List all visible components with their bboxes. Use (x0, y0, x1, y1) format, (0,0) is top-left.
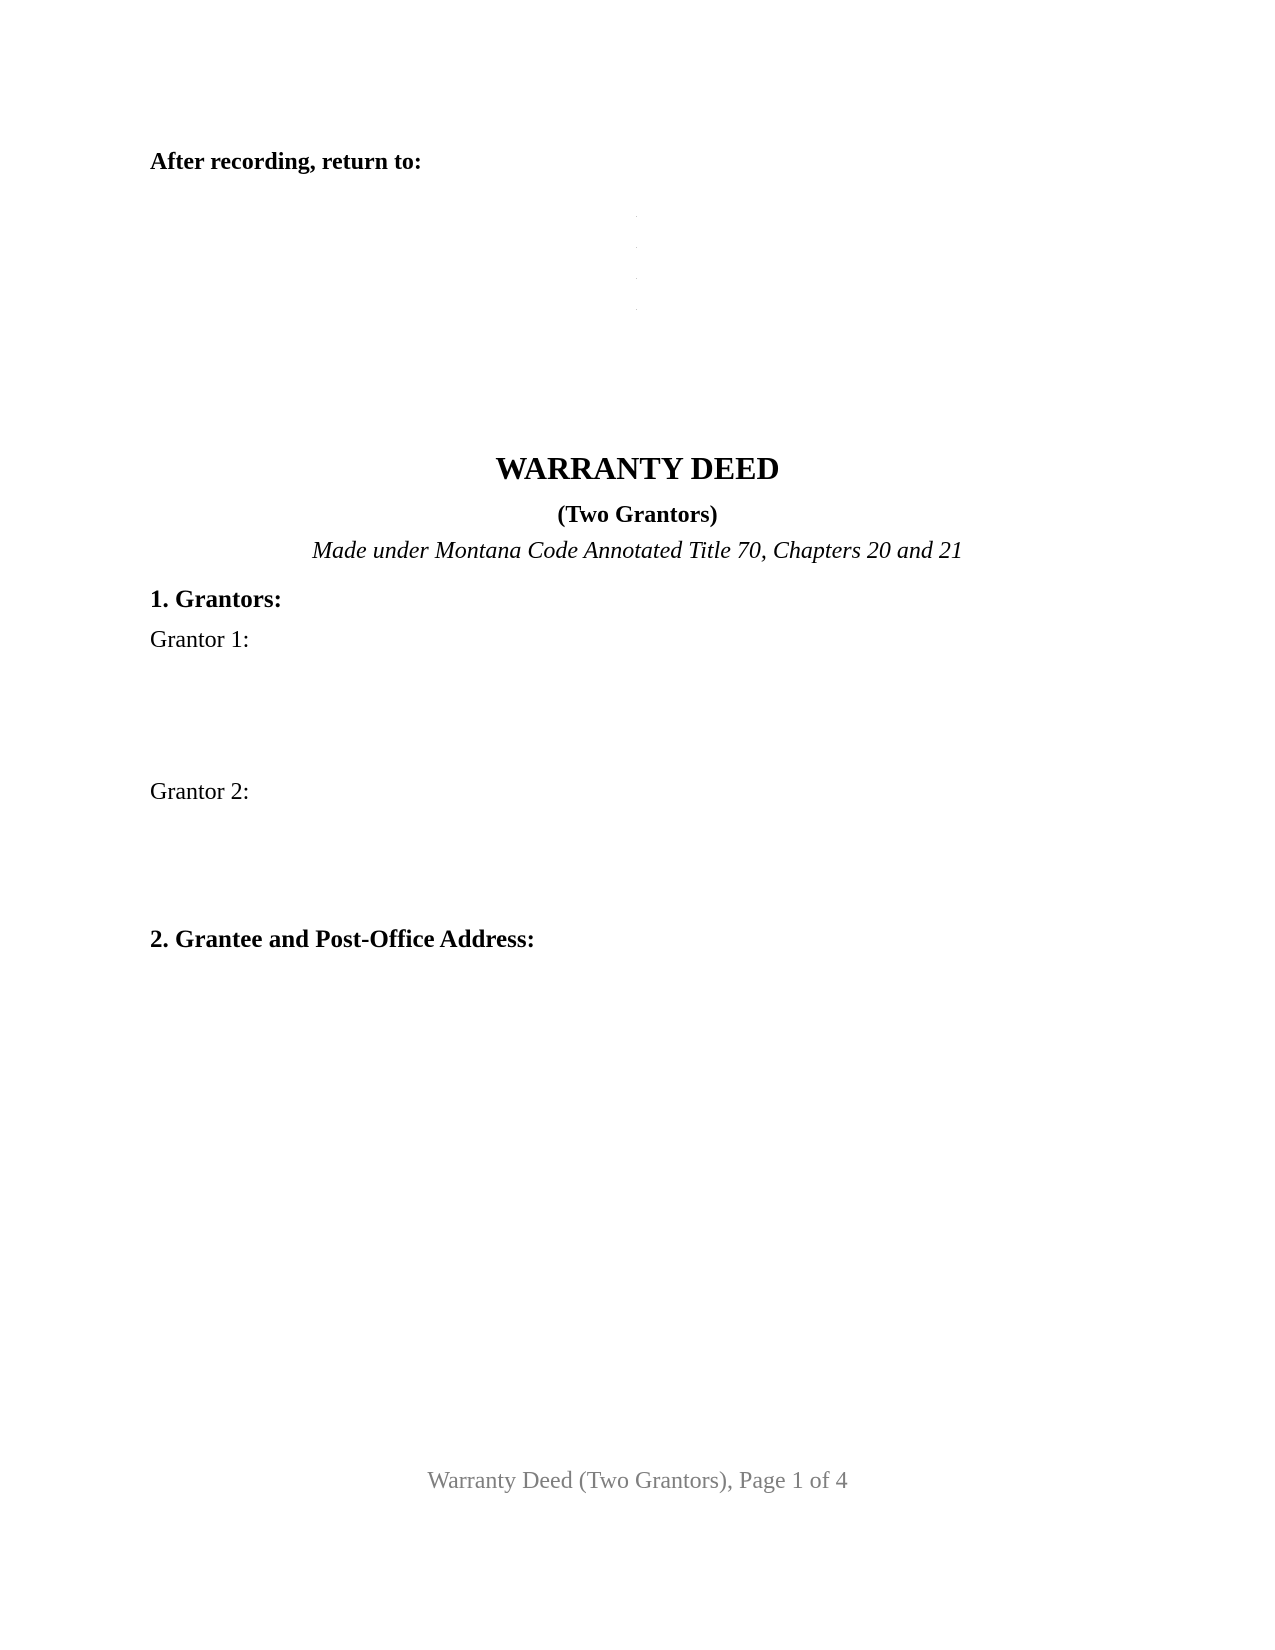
grantors-heading: 1. Grantors: (150, 586, 282, 613)
statutory-authority: Made under Montana Code Annotated Title 70, Chapters 20 and 21 (312, 538, 963, 564)
address-line-marker (636, 309, 637, 310)
page-footer: Warranty Deed (Two Grantors), Page 1 of 4 (427, 1468, 848, 1494)
address-line-marker (636, 278, 637, 279)
address-line-marker (636, 216, 637, 217)
grantor-2-label: Grantor 2: (150, 779, 250, 805)
grantee-heading: 2. Grantee and Post-Office Address: (150, 926, 535, 953)
grantor-1-label: Grantor 1: (150, 627, 250, 653)
document-title: WARRANTY DEED (495, 450, 780, 486)
address-line-marker (636, 247, 637, 248)
document-subtitle: (Two Grantors) (557, 502, 718, 528)
return-to-heading: After recording, return to: (150, 149, 422, 175)
